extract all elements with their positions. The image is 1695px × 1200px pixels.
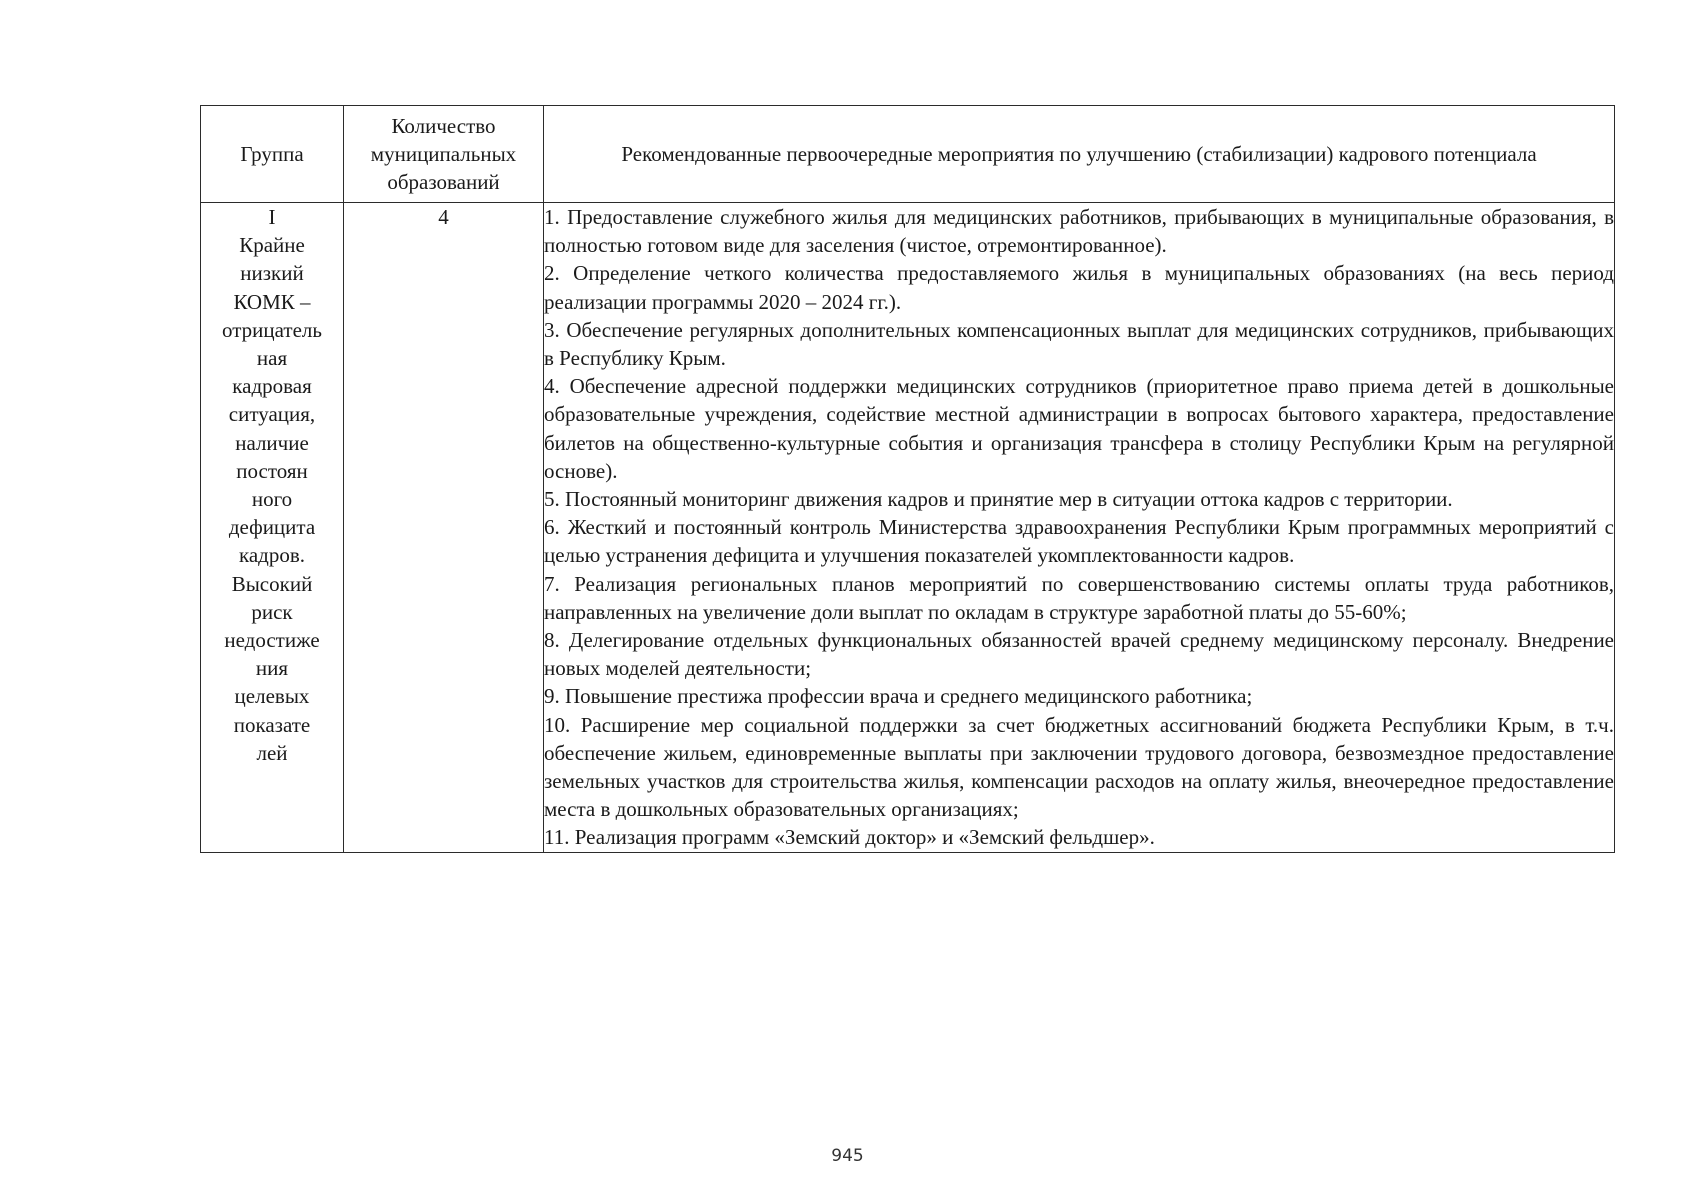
- group-line: дефицита: [228, 515, 316, 540]
- header-count: Количество муниципальных образований: [344, 106, 544, 203]
- group-line: недостиже: [224, 628, 320, 653]
- header-measures: Рекомендованные первоочередные мероприятия по улучшению (стабилизации) кадрового потенциала: [544, 106, 1615, 203]
- measures-cell: [544, 203, 1615, 853]
- group-line: ного: [251, 487, 293, 512]
- measure-item: 2. Определение четкого количества предоставляемого жилья в муниципальных образованиях (на весь период реализации программы 2020 – 2024 гг.).: [544, 261, 1614, 314]
- group-line: кадровая: [232, 374, 312, 399]
- group-line: лей: [256, 740, 288, 765]
- group-line: I: [268, 205, 276, 229]
- group-line: Крайне: [239, 233, 305, 258]
- measure-item: 11. Реализация программ «Земский доктор» и «Земский фельдшер».: [544, 825, 1155, 850]
- measure-item: 7. Реализация региональных планов мероприятий по совершенствованию системы оплаты труда работников, направленных на увеличение доли выплат по окладам в структуре заработной платы до 55-60%;: [544, 571, 1614, 624]
- table-row: [201, 203, 1615, 853]
- measure-item: 1. Предоставление служебного жилья для медицинских работников, прибывающих в муниципальные образования, в полностью готовом виде для заселения (чистое, отремонтированное).: [544, 205, 1614, 258]
- measure-item: 6. Жесткий и постоянный контроль Министерства здравоохранения Республики Крым программных мероприятий с целью устранения дефицита и улучшения показателей укомплектованности кадров.: [544, 515, 1614, 568]
- measure-item: 8. Делегирование отдельных функциональных обязанностей врачей среднему медицинскому персоналу. Внедрение новых моделей деятельности;: [544, 628, 1614, 681]
- measures-table: [200, 105, 1615, 853]
- measure-item: 5. Постоянный мониторинг движения кадров и принятие мер в ситуации оттока кадров с территории.: [544, 487, 1453, 512]
- group-line: кадров.: [238, 543, 306, 568]
- table-header-row: [201, 106, 1615, 203]
- group-line: ситуация,: [228, 402, 316, 427]
- page-number: 945: [831, 1146, 864, 1166]
- group-line: риск: [251, 599, 293, 624]
- count-cell: 4: [344, 203, 544, 853]
- group-line: Высокий: [231, 571, 313, 596]
- group-line: ная: [256, 346, 288, 371]
- group-line: целевых: [234, 684, 310, 709]
- group-line: наличие: [235, 430, 309, 455]
- measure-item: 9. Повышение престижа профессии врача и среднего медицинского работника;: [544, 684, 1253, 709]
- measure-item: 4. Обеспечение адресной поддержки медицинских сотрудников (приоритетное право приема детей в дошкольные образовательные учреждения, содействие местной администрации в вопросах бытового характера, предоставление билетов на общественно-культурные события и организация трансфера в столицу Республики Крым на регулярной основе).: [544, 374, 1614, 483]
- group-line: отрицатель: [222, 317, 322, 342]
- measure-item: 10. Расширение мер социальной поддержки за счет бюджетных ассигнований бюджета Республики Крым, в т.ч. обеспечение жильем, единовременные выплаты при заключении трудового договора, безвозмездное предоставление земельных участков для строительства жилья, компенсации расходов на оплату жилья, внеочередное предоставление места в дошкольных образовательных организациях;: [544, 712, 1614, 822]
- group-line: ния: [255, 656, 289, 681]
- group-line: низкий: [240, 261, 304, 286]
- group-line: постоян: [236, 458, 308, 483]
- header-group: Группа: [201, 106, 344, 203]
- group-line: показате: [233, 712, 311, 737]
- group-line: КОМК –: [233, 289, 311, 314]
- group-cell: [201, 203, 344, 853]
- measure-item: 3. Обеспечение регулярных дополнительных компенсационных выплат для медицинских сотрудников, прибывающих в Республику Крым.: [544, 317, 1614, 371]
